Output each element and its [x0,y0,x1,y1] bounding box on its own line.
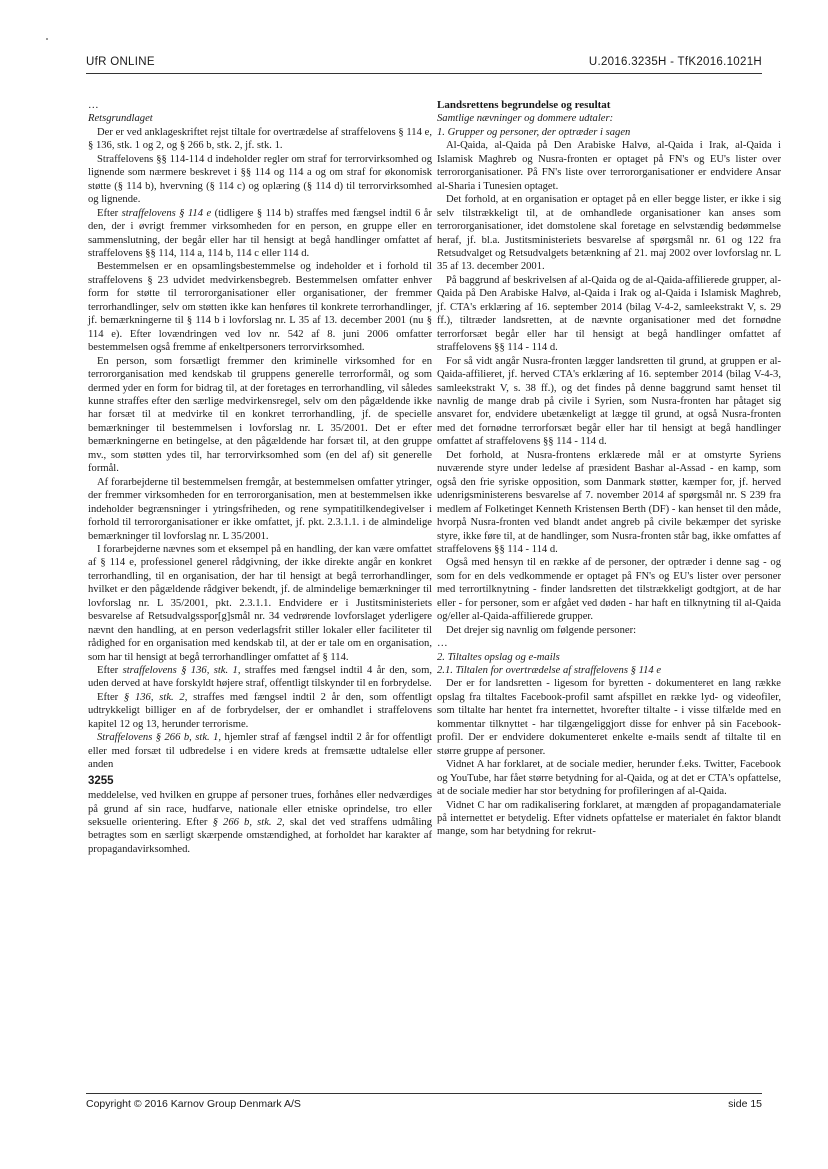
section-subheading: Retsgrundlaget [88,113,153,125]
subheading: 2.1. Tiltalen for overtrædelse af straffelovens § 114 e [437,665,662,677]
paragraph: Bestemmelsen er en opsamlingsbestemmelse og indeholder et i forhold til straffelovens § 23 udvidet medvirkensbegreb. Bestemmelsen omfatter enhver form for støtte til terrororganisationer eller organisationer, der fremmer terrorhandlinger, selv om støtten ikke kan henføres til konkrete terrorhandlinger, jf. bemærkningerne til § 114 b i lovforslag nr. L 35 af 13. december 2001 (nu § 114 e). Efter lovændringen ved lov nr. 542 af 8. juni 2006 omfatter bestemmelsen også fremme af enkeltpersoners terrorvirksomhed. [88,261,432,354]
section-heading: Landsrettens begrundelse og resultat [437,99,611,111]
paragraph: Der er ved anklageskriftet rejst tiltale for overtrædelse af straffelovens § 114 e, § 136, stk. 1 og 2, og § 266 b, stk. 2, jf. stk. 1. [88,126,432,152]
ellipsis: … [437,638,448,650]
paragraph: Det drejer sig navnlig om følgende personer: [446,624,637,636]
page-footer [86,1093,762,1110]
paragraph: En person, som forsætligt fremmer den kriminelle virksomhed for en terrororganisation med kendskab til gruppens generelle terrorformål, og som dermed yder en form for bidrag til, at der foretages en terrorhandling, vil således kunne straffes efter den særlige medvirkensregel, selv om den pågældende ikke har forsæt til at medvirke til en konkret terrorhandling, jf. de specielle bemærkninger til bestemmelsen i lovforslag nr. L 35/2001. Det er efter bemærkningerne en betingelse, at den pågældende har forsæt til, at den gruppe mv., som støtten ydes til, har terrorvirksomhed som (en del af) sit generelle formål. [88,355,432,475]
paragraph: Straffelovens §§ 114-114 d indeholder regler om straf for terrorvirksomhed og lignende som nærmere beskrevet i §§ 114 og 114 a og om straf for økonomisk støtte (§ 114 b), hvervning (§ 114 c) og oplæring (§ 114 d) til terrorvirksomhed og lignende. [88,153,432,206]
footer-page-number: side 15 [728,1098,762,1110]
footer-copyright: Copyright © 2016 Karnov Group Denmark A/S [86,1098,301,1110]
paragraph: Vidnet C har om radikalisering forklaret, at mængden af propagandamateriale på internettet er betydelig. Efter vidnets opfattelse er materialet én faktor blandt mange, som har betydning for rekrut- [437,799,781,838]
ellipsis: … [88,100,99,111]
paragraph: Efter straffelovens § 136, stk. 1, straffes med fængsel indtil 4 år den, som, uden derved at have forskyldt højere straf, offentligt tilskynder til en forbrydelse. [88,665,432,690]
paragraph: I forarbejderne nævnes som et eksempel på en handling, der kan være omfattet af § 114 e, professionel generel rådgivning, der ikke direkte angår en konkret terrorhandling, til en organisation, der har til hensigt at begå terrorhandlinger, hvilket er den pågældende rådgiver bekendt, jf. de almindelige bemærkninger til lovforslag nr. L 35/2001, pkt. 2.3.1.1. Endvidere er i Justitsministeriets besvarelse af Retsudvalgsspor[g]smål nr. 34 vedrørende lovforslaget yderligere nævnt den handling, at en person vederlagsfrit stiller lokaler eller faciliteter til rådighed for en organisation med kendskab til, at der er tale om en organisation, som har til hensigt at begå terrorhandlinger omfattet af § 114. [88,543,432,663]
paragraph: Straffelovens § 266 b, stk. 1, hjemler straf af fængsel indtil 2 år for offentligt eller med forsæt til udbredelse i en videre kreds at fremsætte udtalelse eller anden [88,732,432,771]
header-reference: U.2016.3235H - TfK2016.1021H [588,56,762,68]
subheading: 1. Grupper og personer, der optræder i sagen [437,126,631,138]
scan-speck [46,38,48,40]
subheading: 2. Tiltaltes opslag og e-mails [437,651,560,663]
left-column [88,99,432,856]
paragraph: Det forhold, at en organisation er optaget på en eller begge lister, er ikke i sig selv tilstrækkeligt til, at de omhandlede organisationer kan anses som terrororganisationer, idet domstolene skal foretage en selvstændig bedømmelse heraf, jf. bl.a. Justitsministeriets besvarelse af spørgsmål nr. 61 og 122 fra Retsudvalget og Retsudvalgets betænkning af 21. maj 2002 over lovforslag nr. L 35 af 13. december 2001. [437,194,781,273]
subheading: Samtlige nævninger og dommere udtaler: [437,113,614,125]
header-source: UfR ONLINE [86,56,155,68]
paragraph: På baggrund af beskrivelsen af al-Qaida og de al-Qaida-affilierede grupper, al-Qaida på Den Arabiske Halvø, al-Qaida i Irak og al-Qaida i Islamisk Maghreb, jf. CTA's erklæring af 16. september 2014 (bilag V-4-2, samleekstrakt V, s. 29 ff.), tiltræder landsretten, at de nævnte organisationer med det fornødne terrorforsæt begår eller har til hensigt at begå handlinger omfattet af straffelovens §§ 114 - 114 d. [437,274,781,354]
paragraph: Også med hensyn til en række af de personer, der optræder i denne sag - og som for en dels vedkommende er optaget på FN's og EU's lister over personer med terrortilknytning - finder landsretten det tilstrækkeligt godtgjort, at de har eller - for personer, som er afgået ved døden - har haft en tilknytning til al-Qaida og/eller al-Qaida-affilierede grupper. [437,557,781,623]
paragraph: Det forhold, at Nusra-frontens erklærede mål er at omstyrte Syriens nuværende styre under ledelse af præsident Bashar al-Assad - en kamp, som også den frie syriske opposition, som Danmark støtter, kæmper for, jf. herved udenrigsministerens besvarelse af 7. november 2014 af spørgsmål nr. S 239 fra medlem af Folketinget Kenneth Kristensen Berth (DF) - kan henset til den måde, hvorpå Nusra-fronten ved blandt andet angreb på civile bekæmper det syriske styre, ikke føre til, at de handlinger, som Nusra-fronten står bag, ikke omfattes af straffelovens §§ 114 - 114 d. [437,449,781,555]
paragraph: Der er for landsretten - ligesom for byretten - dokumenteret en lang række opslag fra tiltaltes Facebook-profil samt afspillet en række lyd- og videofiler, som tiltalte har hentet fra internettet, hvorefter tiltalte - i visse tilfælde med en kommentar tilknyttet - har tilgængeliggjort disse for enhver på sin Facebook-profil. Der er endvidere dokumenteret enkelte e-mails sendt af tiltalte til en større gruppe af personer. [437,678,781,757]
paragraph: Efter § 136, stk. 2, straffes med fængsel indtil 2 år den, som offentligt udtrykkeligt billiger en af de forbrydelser, der er omhandlet i straffelovens kapitel 12 og 13, herunder terrorisme. [88,691,432,730]
paragraph: Efter straffelovens § 114 e (tidligere § 114 b) straffes med fængsel indtil 6 år den, der i øvrigt fremmer virksomheden for en person, en gruppe eller en sammenslutning, der begår eller har til hensigt at begå handlinger omfattet af straffelovens §§ 114, 114 a, 114 b, 114 c eller 114 d. [88,207,432,259]
paragraph: For så vidt angår Nusra-fronten lægger landsretten til grund, at gruppen er al-Qaida-affilieret, jf. herved CTA's erklæring af 16. september 2014 (bilag V-4-3, samleekstrakt V, s. 38 ff.), og det findes på denne baggrund samt henset til navnlig de mange drab på civile i Syrien, som Nusra-fronten har påtaget sig ansvaret for, endvidere ubetænkeligt at lægge til grund, at også Nusra-fronten med det fornødne terrorforsæt begår eller har til hensigt at begå handlinger omfattet af straffelovens §§ 114 - 114 d. [437,355,781,448]
paragraph: meddelelse, ved hvilken en gruppe af personer trues, forhånes eller nedværdiges på grund af sin race, hudfarve, nationale eller etniske oprindelse, tro eller seksuelle orientering. Efter § 266 b, stk. 2, skal det ved straffens udmåling betragtes som en særligt skærpende omstændighed, at forholdet har karakter af propagandavirksomhed. [88,790,433,855]
paragraph: Vidnet A har forklaret, at de sociale medier, herunder f.eks. Twitter, Facebook og YouTube, har fået større betydning for al-Qaida, og at det er CTA's opfattelse, at de sociale medier har stor betydning for profileringen af al-Qaida. [437,759,781,798]
paragraph: Al-Qaida, al-Qaida på Den Arabiske Halvø, al-Qaida i Irak, al-Qaida i Islamisk Maghreb og Nusra-fronten er optaget på FN's og EU's lister over terrororganisationer. På FN's liste over terrororganisationer er endvidere Ansar al-Sharia i Tunesien optaget. [437,140,781,192]
paragraph: Af forarbejderne til bestemmelsen fremgår, at bestemmelsen omfatter ytringer, der fremmer virksomheden for en terrororganisation, men at bestemmelsen ikke indeholder begrænsninger i ytringsfriheden, og rene sympatitilkendegivelser i forhold til terrororganisationer er ikke omfattet, jf. pkt. 2.3.1.1. i de almindelige bemærkninger til lovforslag nr. L 35/2001. [88,476,432,542]
right-column [437,99,781,839]
original-page-number: 3255 [88,774,114,787]
page-header [86,56,762,74]
